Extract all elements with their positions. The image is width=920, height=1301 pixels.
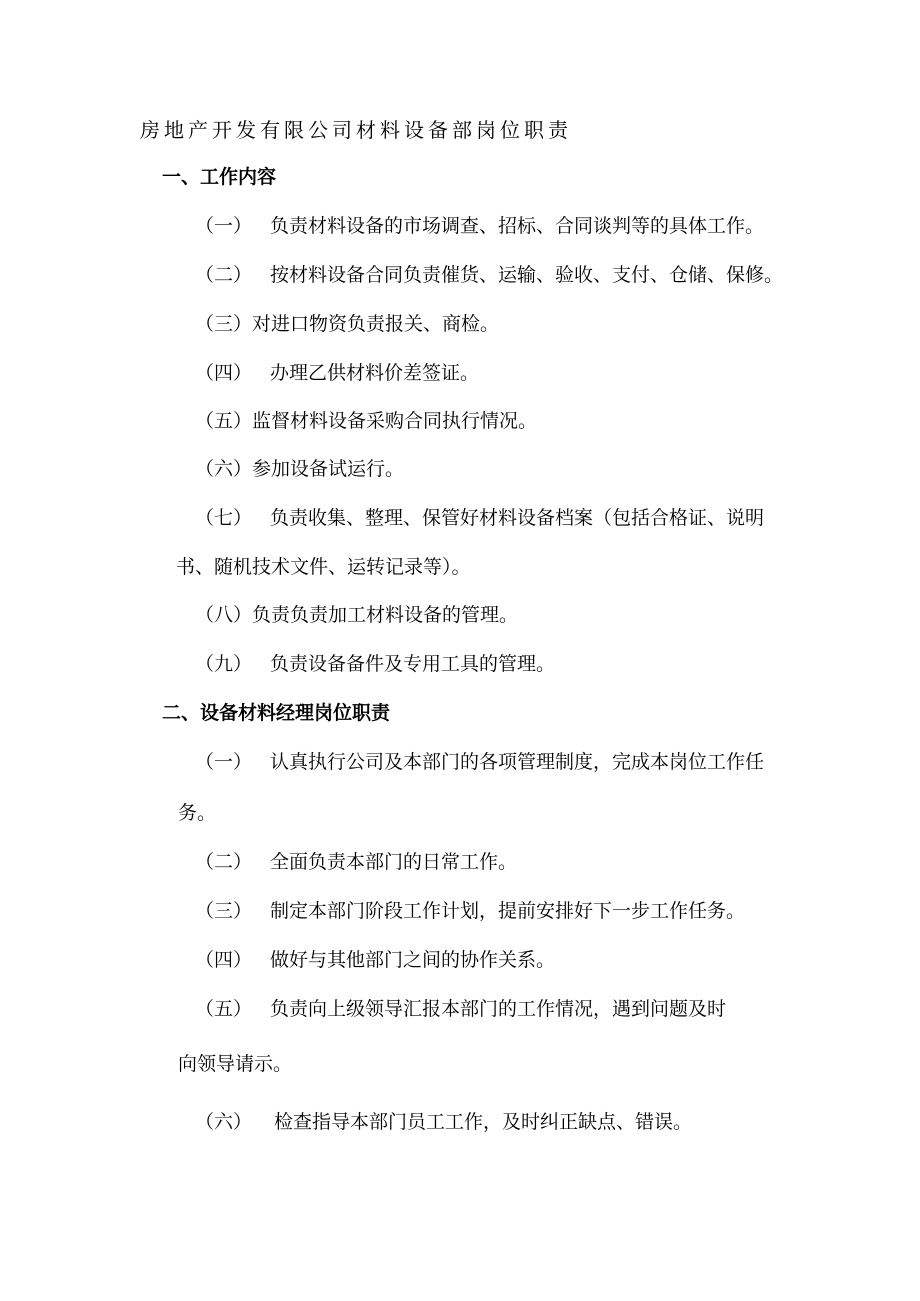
s1-item-1-number: （一） (195, 215, 253, 237)
s2-item-1-number: （一） (195, 751, 253, 773)
s2-item-2-number: （二） (195, 851, 253, 873)
s2-item-5-continuation: 向领导请示。 (178, 1053, 293, 1075)
s1-item-6-number: （六） (195, 458, 253, 480)
section-2-heading: 二、设备材料经理岗位职责 (162, 702, 391, 724)
s1-item-1-text: 负责材料设备的市场调查、招标、合同谈判等的具体工作。 (270, 215, 765, 237)
s1-item-2-number: （二） (195, 264, 253, 286)
s2-item-5-text: 负责向上级领导汇报本部门的工作情况，遇到问题及时 (270, 998, 727, 1020)
s2-item-4-text: 做好与其他部门之间的协作关系。 (270, 949, 556, 971)
s2-item-1-continuation: 务。 (178, 802, 217, 824)
s1-item-3-number: （三） (195, 313, 253, 335)
s1-item-5-text: 监督材料设备采购合同执行情况。 (252, 410, 538, 432)
s1-item-3 (195, 312, 499, 336)
document-title: 房地产开发有限公司材料设备部岗位职责 (140, 118, 572, 142)
s1-item-5-number: （五） (195, 410, 253, 432)
s2-item-5-number: （五） (195, 998, 253, 1020)
section-1-heading: 一、工作内容 (162, 166, 277, 188)
s1-item-3-text: 对进口物资负责报关、商检。 (252, 313, 500, 335)
s2-item-1-text: 认真执行公司及本部门的各项管理制度，完成本岗位工作任 (270, 751, 765, 773)
s1-item-7-number: （七） (195, 507, 253, 529)
s1-item-7-text: 负责收集、整理、保管好材料设备档案（包括合格证、说明 (270, 507, 765, 529)
s2-item-6-number: （六） (195, 1111, 253, 1133)
s1-item-9-number: （九） (195, 653, 253, 675)
s1-item-5 (195, 409, 537, 433)
s1-item-8-number: （八） (195, 604, 253, 626)
s2-item-4-number: （四） (195, 949, 253, 971)
s1-item-2-text: 按材料设备合同负责催货、运输、验收、支付、仓储、保修。 (270, 264, 784, 286)
s1-item-4-text: 办理乙供材料价差签证。 (270, 362, 480, 384)
s1-item-8 (195, 603, 518, 627)
s1-item-4-number: （四） (195, 362, 253, 384)
s1-item-6 (195, 457, 404, 481)
s1-item-9-text: 负责设备备件及专用工具的管理。 (270, 653, 556, 675)
s1-item-8-text: 负责负责加工材料设备的管理。 (252, 604, 519, 626)
s1-item-1 (195, 214, 252, 238)
s2-item-3-text: 制定本部门阶段工作计划，提前安排好下一步工作任务。 (270, 900, 746, 922)
s2-item-3-number: （三） (195, 900, 253, 922)
s1-item-6-text: 参加设备试运行。 (252, 458, 405, 480)
s1-item-7-continuation: 书、随机技术文件、运转记录等）。 (176, 556, 471, 578)
s2-item-6-text: 检查指导本部门员工工作，及时纠正缺点、错误。 (274, 1111, 693, 1133)
s2-item-2-text: 全面负责本部门的日常工作。 (270, 851, 518, 873)
